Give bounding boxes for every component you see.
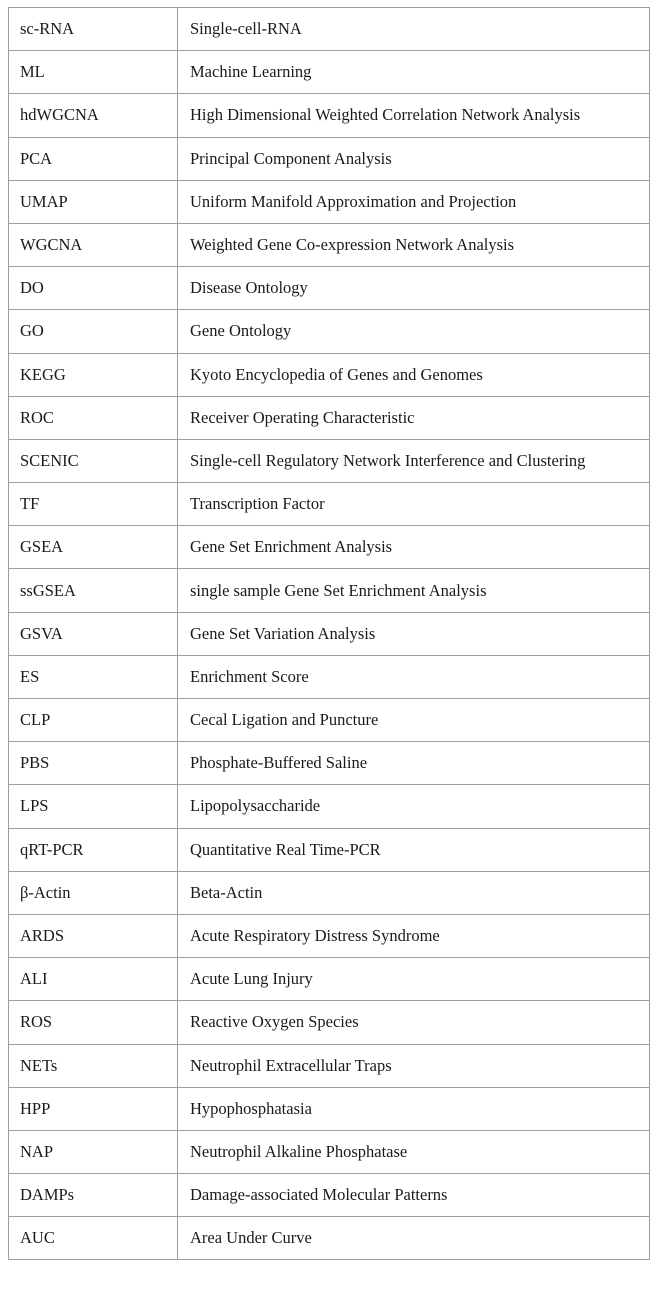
abbreviations-table <box>8 7 650 1260</box>
definition-cell: Lipopolysaccharide <box>178 785 650 828</box>
definition-cell: Phosphate-Buffered Saline <box>178 742 650 785</box>
table-row <box>9 51 650 94</box>
abbreviation-cell: CLP <box>9 699 178 742</box>
definition-cell: Transcription Factor <box>178 483 650 526</box>
table-row <box>9 526 650 569</box>
table-row <box>9 914 650 957</box>
table-row <box>9 1130 650 1173</box>
definition-cell: Reactive Oxygen Species <box>178 1001 650 1044</box>
abbreviation-cell: LPS <box>9 785 178 828</box>
abbreviation-cell: ALI <box>9 958 178 1001</box>
table-row <box>9 310 650 353</box>
definition-cell: Single-cell-RNA <box>178 8 650 51</box>
definition-cell: Enrichment Score <box>178 655 650 698</box>
abbreviation-cell: TF <box>9 483 178 526</box>
abbreviation-cell: DO <box>9 267 178 310</box>
table-row <box>9 742 650 785</box>
table-row <box>9 655 650 698</box>
table-row <box>9 871 650 914</box>
abbreviation-cell: ES <box>9 655 178 698</box>
table-row <box>9 958 650 1001</box>
table-row <box>9 612 650 655</box>
table-row <box>9 223 650 266</box>
table-row <box>9 396 650 439</box>
table-row <box>9 8 650 51</box>
table-row <box>9 180 650 223</box>
table-row <box>9 1087 650 1130</box>
table-row <box>9 137 650 180</box>
abbreviation-cell: ML <box>9 51 178 94</box>
abbreviation-cell: WGCNA <box>9 223 178 266</box>
table-row <box>9 1174 650 1217</box>
abbreviation-cell: UMAP <box>9 180 178 223</box>
abbreviation-cell: HPP <box>9 1087 178 1130</box>
abbreviation-cell: ARDS <box>9 914 178 957</box>
definition-cell: Weighted Gene Co-expression Network Analysis <box>178 223 650 266</box>
definition-cell: Beta-Actin <box>178 871 650 914</box>
abbreviation-cell: NETs <box>9 1044 178 1087</box>
abbreviation-cell: PCA <box>9 137 178 180</box>
table-row <box>9 483 650 526</box>
definition-cell: Acute Respiratory Distress Syndrome <box>178 914 650 957</box>
abbreviation-cell: PBS <box>9 742 178 785</box>
table-row <box>9 785 650 828</box>
table-row <box>9 267 650 310</box>
definition-cell: Kyoto Encyclopedia of Genes and Genomes <box>178 353 650 396</box>
definition-cell: Receiver Operating Characteristic <box>178 396 650 439</box>
abbreviation-cell: sc-RNA <box>9 8 178 51</box>
abbreviation-cell: GO <box>9 310 178 353</box>
table-row <box>9 353 650 396</box>
definition-cell: Uniform Manifold Approximation and Projection <box>178 180 650 223</box>
abbreviation-cell: NAP <box>9 1130 178 1173</box>
table-row <box>9 439 650 482</box>
table-row <box>9 569 650 612</box>
abbreviation-cell: hdWGCNA <box>9 94 178 137</box>
definition-cell: Acute Lung Injury <box>178 958 650 1001</box>
definition-cell: Gene Ontology <box>178 310 650 353</box>
definition-cell: Single-cell Regulatory Network Interference and Clustering <box>178 439 650 482</box>
definition-cell: Machine Learning <box>178 51 650 94</box>
table-row <box>9 1001 650 1044</box>
abbreviation-cell: DAMPs <box>9 1174 178 1217</box>
definition-cell: High Dimensional Weighted Correlation Network Analysis <box>178 94 650 137</box>
definition-cell: Disease Ontology <box>178 267 650 310</box>
definition-cell: Neutrophil Extracellular Traps <box>178 1044 650 1087</box>
definition-cell: single sample Gene Set Enrichment Analysis <box>178 569 650 612</box>
definition-cell: Neutrophil Alkaline Phosphatase <box>178 1130 650 1173</box>
abbreviations-table-container <box>8 7 649 1260</box>
table-row <box>9 1217 650 1260</box>
abbreviation-cell: GSEA <box>9 526 178 569</box>
abbreviation-cell: qRT-PCR <box>9 828 178 871</box>
table-row <box>9 1044 650 1087</box>
abbreviations-table-body <box>9 8 650 1260</box>
definition-cell: Gene Set Variation Analysis <box>178 612 650 655</box>
definition-cell: Hypophosphatasia <box>178 1087 650 1130</box>
table-row <box>9 699 650 742</box>
definition-cell: Damage-associated Molecular Patterns <box>178 1174 650 1217</box>
abbreviation-cell: GSVA <box>9 612 178 655</box>
abbreviation-cell: ssGSEA <box>9 569 178 612</box>
definition-cell: Quantitative Real Time-PCR <box>178 828 650 871</box>
definition-cell: Gene Set Enrichment Analysis <box>178 526 650 569</box>
abbreviation-cell: SCENIC <box>9 439 178 482</box>
definition-cell: Area Under Curve <box>178 1217 650 1260</box>
definition-cell: Cecal Ligation and Puncture <box>178 699 650 742</box>
abbreviation-cell: ROC <box>9 396 178 439</box>
definition-cell: Principal Component Analysis <box>178 137 650 180</box>
abbreviation-cell: β-Actin <box>9 871 178 914</box>
abbreviation-cell: AUC <box>9 1217 178 1260</box>
table-row <box>9 94 650 137</box>
abbreviation-cell: ROS <box>9 1001 178 1044</box>
abbreviation-cell: KEGG <box>9 353 178 396</box>
table-row <box>9 828 650 871</box>
